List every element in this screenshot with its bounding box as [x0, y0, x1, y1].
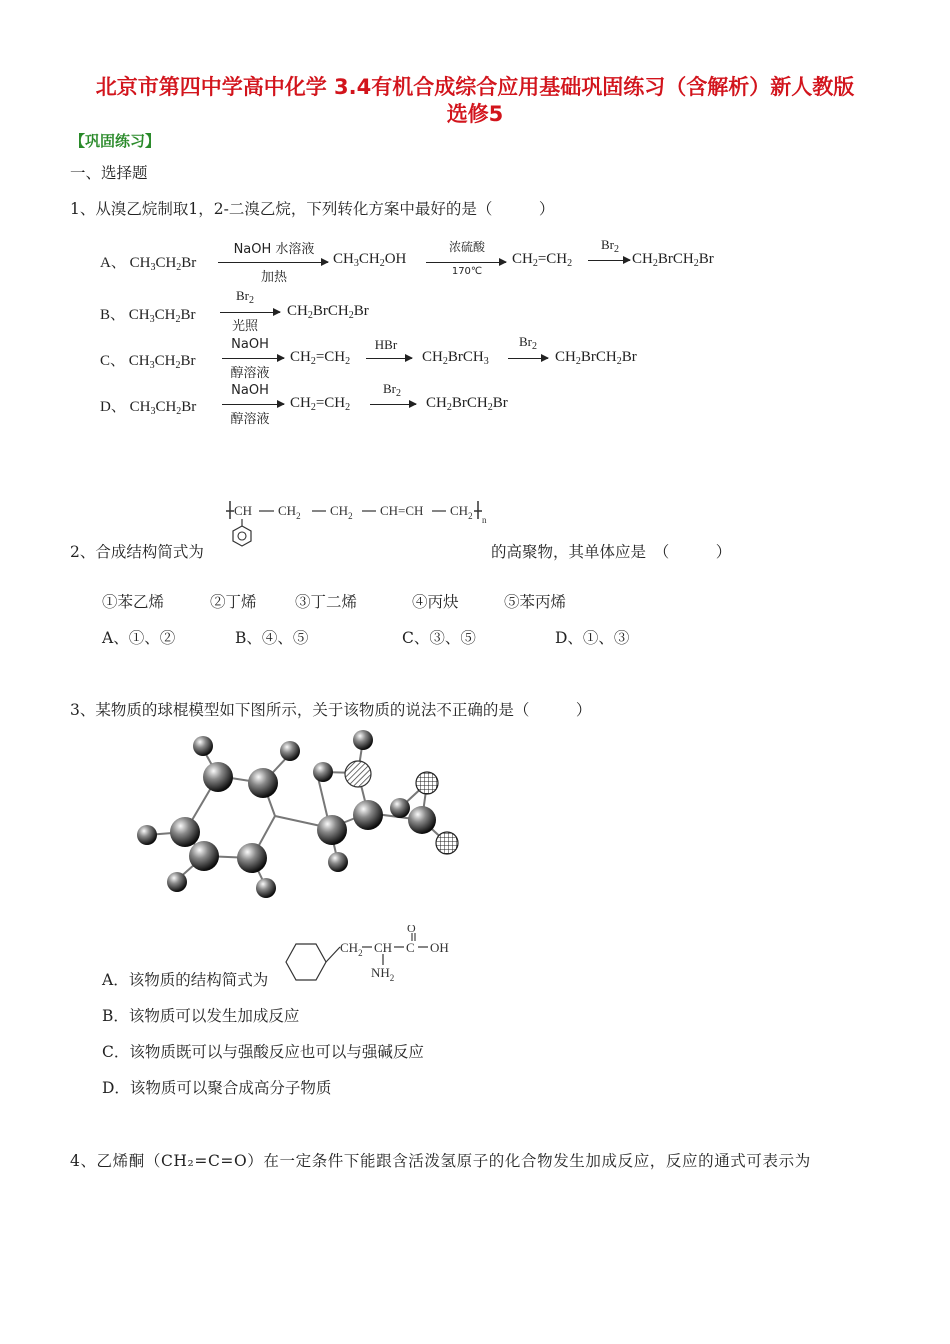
- q2-answer-c: C、③、⑤: [402, 629, 476, 647]
- poly-chch: CH=CH: [380, 503, 424, 518]
- q1a-cond2-top: 浓硫酸: [448, 240, 485, 254]
- q1d-cond2-top: $Br_2$: [383, 381, 401, 399]
- q3-structural-formula: [276, 925, 476, 990]
- q1a-arrow3: [588, 260, 630, 261]
- q1a-arrow1: [218, 262, 328, 263]
- q1a-ethene: $CH_2=CH_2$: [512, 251, 573, 269]
- q2-answer-b: B、④、⑤: [235, 629, 309, 647]
- q1c-cond1-bot: 醇溶液: [230, 366, 270, 381]
- q1d-product: $CH_2BrCH_2Br$: [426, 395, 508, 413]
- q1c-arrow3: [508, 358, 548, 359]
- poly-ch2-c: CH: [450, 503, 469, 518]
- q1a-cond3-top: $Br_2$: [601, 237, 619, 255]
- q2-option-4: ④丙炔: [412, 593, 459, 611]
- q1a-product: $CH_2BrCH_2Br$: [632, 251, 714, 269]
- doc-title-line2: 选修5: [446, 102, 504, 126]
- q1c-bromoethane: $CH_2BrCH_3$: [422, 349, 489, 367]
- poly-ch2-a: CH: [278, 503, 297, 518]
- q1c-product: $CH_2BrCH_2Br$: [555, 349, 637, 367]
- poly-n: n: [482, 515, 487, 525]
- q3-option-d: D．该物质可以聚合成高分子物质: [102, 1079, 332, 1097]
- q2-option-3: ③丁二烯: [295, 593, 358, 611]
- q2-answer-d: D、①、③: [555, 629, 630, 647]
- q2-stem-pre: 2、合成结构简式为: [70, 543, 204, 561]
- ball-and-stick-model: [120, 725, 480, 905]
- q3-option-c: C．该物质既可以与强酸反应也可以与强碱反应: [102, 1043, 424, 1061]
- q1d-ethene: $CH_2=CH_2$: [290, 395, 351, 413]
- cyclohexane-ring-icon: [286, 944, 326, 980]
- q1d-cond1-top: NaOH: [231, 383, 269, 398]
- q2-option-1: ①苯乙烯: [102, 593, 165, 611]
- q1b-cond1-bot: 光照: [231, 319, 258, 334]
- q1a-arrow2: [426, 262, 506, 263]
- q1-stem: 1、从溴乙烷制取1，2-二溴乙烷，下列转化方案中最好的是（ ）: [70, 200, 555, 218]
- poly-ch: CH: [234, 503, 253, 518]
- q1c-ethene: $CH_2=CH_2$: [290, 349, 351, 367]
- q1c-cond3-top: $Br_2$: [519, 334, 537, 352]
- q1a-cond1-top: NaOH 水溶液: [233, 242, 315, 257]
- q2-option-5: ⑤苯丙烯: [504, 593, 567, 611]
- q3-option-a: A．该物质的结构简式为: [102, 971, 269, 989]
- q1d-arrow1: [222, 404, 284, 405]
- q1c-cond1-top: NaOH: [231, 337, 269, 352]
- polymer-structure: [222, 495, 492, 555]
- q1b-cond1-top: $Br_2$: [236, 288, 254, 306]
- q2-answer-a: A、①、②: [102, 629, 176, 647]
- svg-text:CH2: $CH_2$: [450, 503, 473, 521]
- q1b-product: $CH_2BrCH_2Br$: [287, 303, 369, 321]
- benzene-ring-icon: [233, 526, 251, 546]
- svg-text:CH: CH: [374, 940, 393, 955]
- reactant-bromoethane: $CH_3CH_2Br$: [129, 255, 197, 273]
- q1d-cond1-bot: 醇溶液: [230, 412, 270, 427]
- q1d-arrow2: [370, 404, 416, 405]
- q1b-arrow1: [220, 312, 280, 313]
- svg-text:C: C: [406, 940, 415, 955]
- q4-stem: 4、乙烯酮（CH₂=C=O）在一定条件下能跟含活泼氢原子的化合物发生加成反应，反应的通式可表示为: [70, 1152, 811, 1170]
- q3-option-b: B．该物质可以发生加成反应: [102, 1007, 300, 1025]
- q1c-cond2-top: HBr: [374, 337, 398, 352]
- svg-text:O: O: [407, 925, 416, 935]
- q2-stem-post: 的高聚物，其单体应是 （ ）: [491, 543, 732, 561]
- doc-title-line1: 北京市第四中学高中化学 3.4有机合成综合应用基础巩固练习（含解析）新人教版: [95, 75, 855, 99]
- part-heading: 一、选择题: [70, 164, 148, 182]
- q1a-cond2-bot: 170℃: [451, 266, 483, 277]
- svg-text:CH2: $CH_2$: [278, 503, 301, 521]
- q2-option-2: ②丁烯: [210, 593, 257, 611]
- svg-text:NH2: $NH_2$: [371, 965, 395, 983]
- poly-ch2-b: CH: [330, 503, 349, 518]
- section-label: 【巩固练习】: [70, 132, 161, 150]
- q1a-cond1-bot: 加热: [260, 270, 287, 285]
- q1c-arrow2: [366, 358, 412, 359]
- q1a-ethanol: $CH_3CH_2OH$: [333, 251, 407, 269]
- svg-text:OH: OH: [430, 940, 449, 955]
- q3-stem: 3、某物质的球棍模型如下图所示，关于该物质的说法不正确的是（ ）: [70, 701, 592, 719]
- q1c-arrow1: [222, 358, 284, 359]
- svg-text:CH2: $CH_2$: [340, 940, 363, 958]
- svg-text:CH2: $CH_2$: [330, 503, 353, 521]
